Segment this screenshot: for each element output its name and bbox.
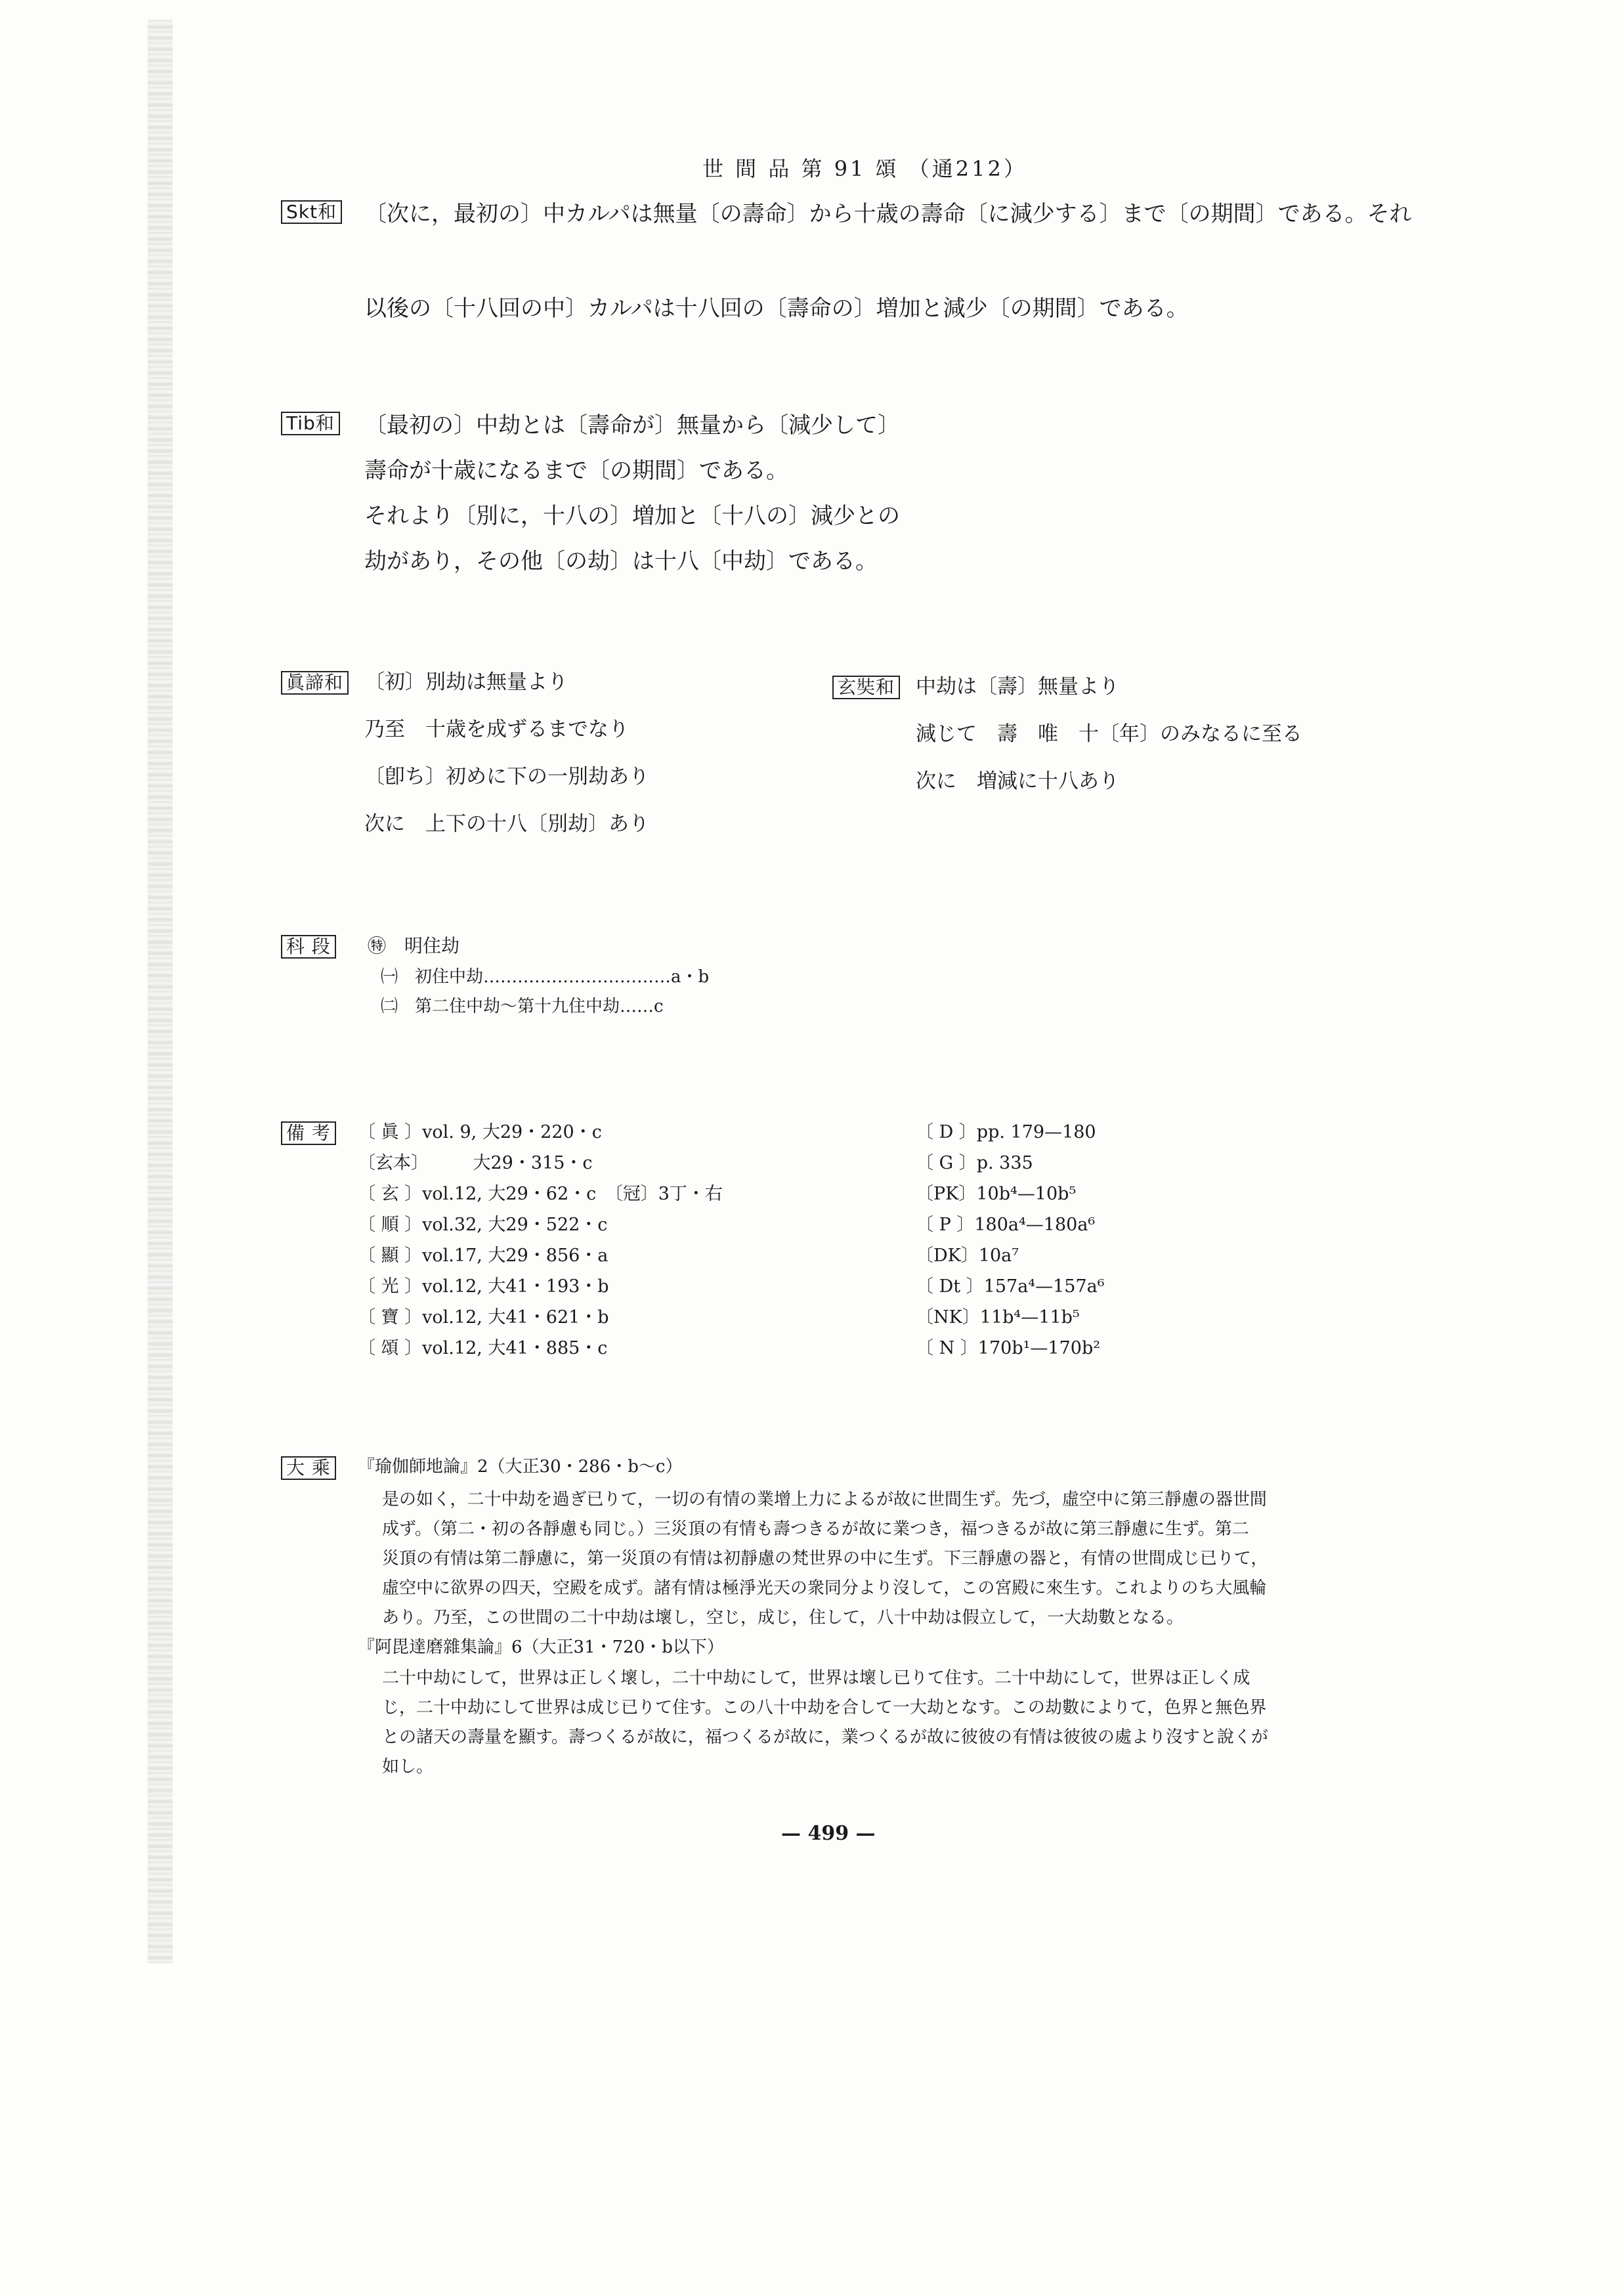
body-line: じ，二十中劫にして世界は成じ已りて住す。この八十中劫を合して一大劫となす。この劫數によりて，色界と無色界 — [382, 1698, 1267, 1718]
tib-label: Tib和 — [281, 412, 340, 435]
biko-right-row: 〔 P 〕180a⁴—180a⁶ — [916, 1215, 1096, 1235]
body-line: 二十中劫にして，世界は正しく壞し，二十中劫にして，世界は壞し已りて住す。二十中劫にして，世界は正しく成 — [382, 1668, 1250, 1688]
shindai-label: 眞諦和 — [281, 671, 349, 695]
biko-right-row: 〔 N 〕170b¹—170b² — [916, 1338, 1101, 1358]
biko-right-row: 〔DK〕10a⁷ — [916, 1245, 1019, 1266]
biko-right-row: 〔 G 〕p. 335 — [916, 1153, 1033, 1173]
body-line: との諸天の壽量を顯す。壽つくるが故に，福つくるが故に，業つくるが故に彼彼の有情は彼彼の處より沒すと說くが — [382, 1727, 1268, 1747]
daijo-source-2: 『阿毘達磨雜集論』6（大正31・720・b以下） — [358, 1637, 724, 1657]
biko-right-row: 〔NK〕11b⁴—11b⁵ — [916, 1307, 1080, 1328]
biko-label: 備 考 — [281, 1121, 336, 1145]
shindai-line-3: 〔卽ち〕初めに下の一別劫あり — [364, 765, 649, 789]
body-line: 成ず。（第二・初の各靜慮も同じ。）三災頂の有情も壽つきるが故に業つき，福つきるが故に第三靜慮に生ず。第二 — [382, 1519, 1249, 1539]
biko-left-row: 〔 順 〕vol.32, 大29・522・c — [358, 1215, 608, 1235]
shindai-line-4: 次に 上下の十八〔別劫〕あり — [364, 812, 649, 836]
kadan-label: 科 段 — [281, 935, 336, 959]
body-line: 是の如く，二十中劫を過ぎ已りて，一切の有情の業增上力によるが故に世間生ず。先づ，虛空中に第三靜慮の器世間 — [382, 1490, 1267, 1509]
skt-line-1: 〔次に，最初の〕中カルパは無量〔の壽命〕から十歳の壽命〔に減少する〕まで〔の期間〕である。それ — [364, 201, 1412, 227]
shindai-line-2: 乃至 十歳を成ずるまでなり — [364, 718, 629, 741]
biko-left-row: 〔 寶 〕vol.12, 大41・621・b — [358, 1307, 609, 1328]
biko-right-row: 〔 Dt 〕157a⁴—157a⁶ — [916, 1276, 1105, 1297]
tib-line-2: 壽命が十歳になるまで〔の期間〕である。 — [364, 458, 788, 484]
biko-left-row: 〔 玄 〕vol.12, 大29・62・c 〔冠〕3丁・右 — [358, 1184, 723, 1204]
scan-edge-shadow — [148, 20, 173, 1963]
biko-left-row: 〔玄本〕 大29・315・c — [358, 1153, 593, 1173]
tib-line-3: それより〔別に，十八の〕増加と〔十八の〕減少との — [364, 503, 900, 529]
body-line: 虛空中に欲界の四天，空殿を成ず。諸有情は極淨光天の衆同分より沒して，この宮殿に來生す。これよりのち大風輪 — [382, 1578, 1267, 1598]
genjo-line-1: 中劫は〔壽〕無量より — [916, 675, 1119, 699]
kadan-item-2: ㈡ 第二住中劫～第十九住中劫……c — [381, 997, 664, 1016]
body-line: 如し。 — [382, 1757, 434, 1777]
biko-left-row: 〔 頌 〕vol.12, 大41・885・c — [358, 1338, 608, 1358]
shindai-line-1: 〔初〕別劫は無量より — [364, 670, 568, 694]
body-line: あり。乃至，この世間の二十中劫は壞し，空じ，成じ，住して，八十中劫は假立して，一大劫數となる。 — [382, 1608, 1184, 1628]
page-header: 世 間 品 第 91 頌 （通212） — [702, 156, 1027, 181]
kadan-item-1: ㈠ 初住中劫……………………………a・b — [381, 967, 710, 987]
biko-right-row: 〔 D 〕pp. 179—180 — [916, 1122, 1096, 1142]
kadan-heading: ㊕ 明住劫 — [368, 935, 460, 957]
daijo-source-1: 『瑜伽師地論』2（大正30・286・b～c） — [358, 1457, 683, 1477]
tib-line-4: 劫があり，その他〔の劫〕は十八〔中劫〕である。 — [364, 548, 878, 574]
tib-line-1: 〔最初の〕中劫とは〔壽命が〕無量から〔減少して〕 — [364, 412, 900, 439]
genjo-line-3: 次に 増減に十八あり — [916, 769, 1119, 793]
biko-left-row: 〔 光 〕vol.12, 大41・193・b — [358, 1276, 609, 1297]
biko-left-row: 〔 顯 〕vol.17, 大29・856・a — [358, 1245, 609, 1266]
genjo-line-2: 減じて 壽 唯 十〔年〕のみなるに至る — [916, 722, 1302, 746]
body-line: 災頂の有情は第二靜慮に，第一災頂の有情は初靜慮の梵世界の中に生ず。下三靜慮の器と，有情の世間成じ已りて， — [382, 1549, 1268, 1569]
daijo-label: 大 乘 — [281, 1456, 336, 1480]
skt-line-2: 以後の〔十八回の中〕カルパは十八回の〔壽命の〕増加と減少〔の期間〕である。 — [364, 295, 1189, 322]
biko-left-row: 〔 眞 〕vol. 9, 大29・220・c — [358, 1122, 602, 1142]
biko-right-row: 〔PK〕10b⁴—10b⁵ — [916, 1184, 1077, 1204]
page-number: — 499 — — [781, 1822, 876, 1845]
genjo-label: 玄奘和 — [832, 676, 900, 699]
skt-label: Skt和 — [281, 200, 342, 224]
